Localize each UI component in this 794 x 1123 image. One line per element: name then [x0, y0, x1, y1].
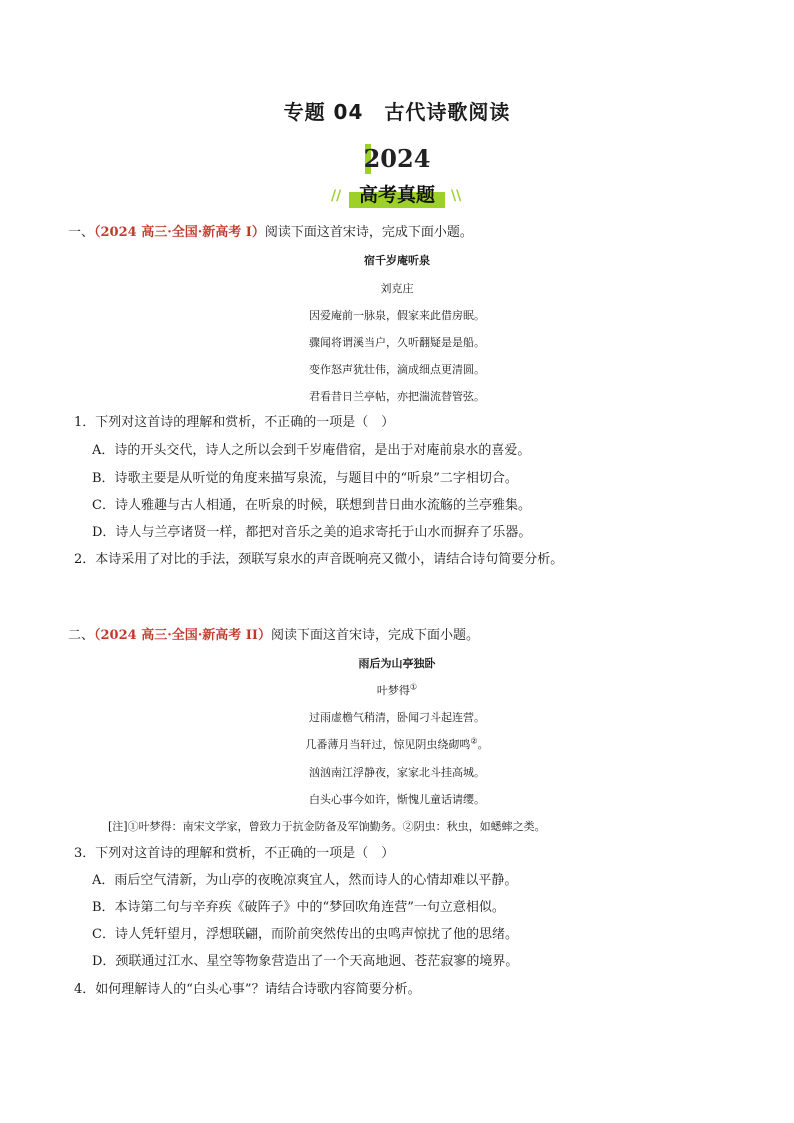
- year-label: 2024: [363, 144, 431, 173]
- poem2-line-2-wrap: [0, 736, 794, 752]
- poem2-author-footnote-mark: ①: [409, 682, 418, 692]
- section2-intro: [68, 627, 479, 645]
- section1-source: （2024 高三·全国·新高考 I）: [94, 225, 265, 240]
- question-2: 2．本诗采用了对比的手法，颈联写泉水的声音既响亮又微小，请结合诗句简要分析。: [74, 552, 564, 567]
- question-3-option-c: C．诗人凭轩望月，浮想联翩，而阶前突然传出的虫鸣声惊扰了他的思绪。: [92, 927, 518, 942]
- question-3-option-a: A．雨后空气清新，为山亭的夜晚凉爽宜人，然而诗人的心情却难以平静。: [92, 873, 518, 888]
- poem2-line-1: 过雨虚檐气稍清，卧闻刁斗起连营。: [309, 711, 485, 724]
- question-3-option-b: B．本诗第二句与辛弃疾《破阵子》中的“梦回吹角连营”一句立意相似。: [92, 900, 505, 915]
- poem1-line-2: 骤闻将谓溪当户，久听翻疑是是船。: [309, 336, 485, 349]
- question-3-option-d: D．颈联通过江水、星空等物象营造出了一个天高地迥、苍茫寂寥的境界。: [92, 954, 519, 969]
- left-slash-decoration: //: [331, 188, 342, 204]
- poem2-title: 雨后为山亭独卧: [358, 657, 436, 670]
- poem1-line-1: 因爱庵前一脉泉，假家来此借房眠。: [309, 309, 485, 322]
- poem1-line-4: 君看昔日兰亭帖，亦把湍流替管弦。: [309, 390, 485, 403]
- poem1-author: 刘克庄: [380, 282, 414, 295]
- poem2-author-line: [0, 682, 794, 698]
- section-banner: [331, 180, 463, 210]
- right-slash-decoration: \\: [451, 188, 462, 204]
- question-1-option-b: B．诗歌主要是从听觉的角度来描写泉流，与题目中的“听泉”二字相切合。: [92, 471, 518, 486]
- section1-prefix: 一、: [68, 225, 95, 240]
- question-4: 4．如何理解诗人的“白头心事”？请结合诗歌内容简要分析。: [74, 982, 421, 997]
- poem2-line-2-footnote-mark: ②: [470, 736, 478, 746]
- poem2-line-4: 白头心事今如许，惭愧儿童话请缨。: [309, 793, 485, 806]
- section2-prefix: 二、: [68, 628, 95, 643]
- poem1-line-3: 变作怒声犹壮伟，滴成细点更清圆。: [309, 363, 485, 376]
- year-badge: [347, 144, 447, 174]
- question-1-option-d: D．诗人与兰亭诸贤一样，都把对音乐之美的追求寄托于山水而摒弃了乐器。: [92, 525, 532, 540]
- poem2-line-3: 汹汹南江浮静夜，家家北斗挂高城。: [309, 766, 485, 779]
- section1-intro: [68, 224, 473, 242]
- section1-instruction: 阅读下面这首宋诗，完成下面小题。: [264, 225, 473, 240]
- question-1: 1．下列对这首诗的理解和赏析，不正确的一项是（ ）: [74, 415, 395, 430]
- poem2-line-2: 几番薄月当轩过，惊见阴虫绕砌鸣: [305, 738, 471, 751]
- banner-label: 高考真题: [358, 184, 435, 206]
- question-1-option-c: C．诗人雅趣与古人相通，在听泉的时候，联想到昔日曲水流觞的兰亭雅集。: [92, 498, 531, 513]
- question-3: 3．下列对这首诗的理解和赏析，不正确的一项是（ ）: [74, 846, 395, 861]
- poem2-author: 叶梦得: [376, 684, 410, 697]
- section2-source: （2024 高三·全国·新高考 II）: [94, 628, 271, 643]
- page-title: 专题 04 古代诗歌阅读: [283, 100, 511, 124]
- poem2-line-2-end: 。: [477, 738, 489, 751]
- poem2-notes: [注]①叶梦得：南宋文学家，曾致力于抗金防备及军饷勤务。②阴虫：秋虫，如蟋蟀之类。: [108, 820, 546, 833]
- section2-instruction: 阅读下面这首宋诗，完成下面小题。: [270, 628, 479, 643]
- poem1-title: 宿千岁庵听泉: [364, 254, 430, 267]
- question-1-option-a: A．诗的开头交代，诗人之所以会到千岁庵借宿，是出于对庵前泉水的喜爱。: [92, 443, 531, 458]
